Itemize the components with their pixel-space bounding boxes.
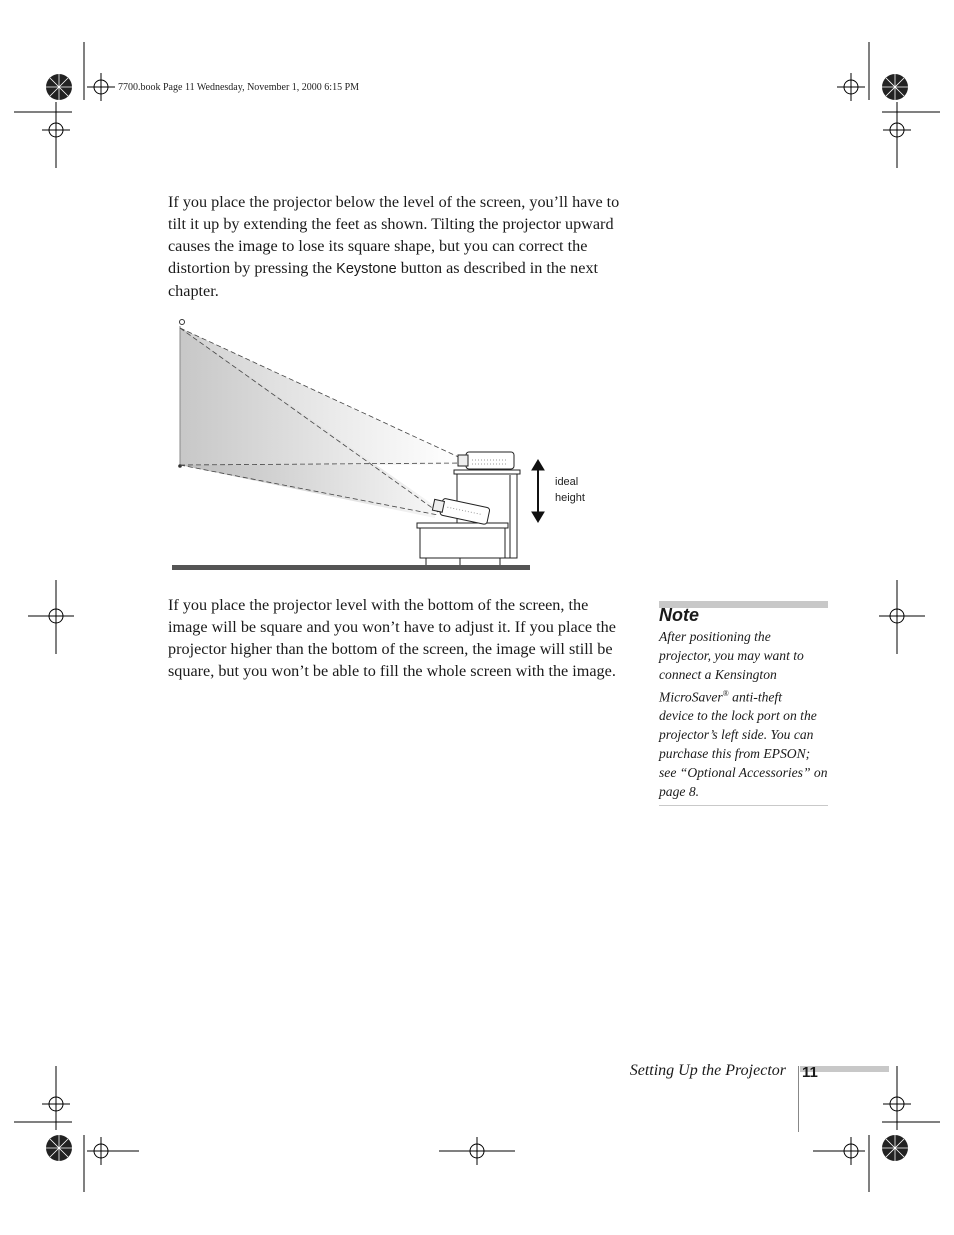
note-line-4a: MicroSaver: [659, 689, 723, 705]
note-line-2: projector, you may want to: [659, 647, 804, 663]
note-divider: [659, 805, 828, 806]
ideal-label: ideal: [555, 476, 579, 488]
para2-line-1: If you place the projector level with the bottom of the screen, the: [168, 596, 589, 614]
intro-paragraph: [168, 191, 633, 302]
short-table: [420, 528, 505, 558]
note-line-3: connect a Kensington: [659, 666, 777, 682]
note-line-5: device to the lock port on the: [659, 708, 817, 724]
para2-line-4: square, but you won’t be able to fill the whole screen with the image.: [168, 662, 616, 680]
para1-line-2: tilt it up by extending the feet as shown. Tilting the projector upward: [168, 215, 614, 233]
note-line-7: purchase this from EPSON;: [659, 745, 811, 761]
note-line-1: After positioning the: [659, 629, 771, 644]
footer-divider: [798, 1066, 799, 1132]
ideal-height-arrow: [532, 460, 544, 522]
note-title: Note: [659, 605, 699, 625]
page-slug: 7700.book Page 11 Wednesday, November 1, 2000 6:15 PM: [118, 82, 360, 93]
height-label: height: [555, 492, 585, 504]
para2-line-2: image will be square and you won’t have to adjust it. If you place the: [168, 618, 616, 636]
running-footer-title: Setting Up the Projector: [629, 1062, 786, 1079]
para1-line-5: chapter.: [168, 282, 219, 300]
note-line-8: see “Optional Accessories” on: [659, 764, 828, 780]
note-line-4: [659, 685, 831, 707]
note-line-9: page 8.: [659, 783, 700, 799]
note-line-4b: anti-theft: [728, 689, 782, 705]
level-paragraph: [168, 594, 633, 682]
para2-line-3: projector higher than the bottom of the screen, the image will still be: [168, 640, 613, 658]
page-number: 11: [802, 1064, 818, 1081]
note-line-6: projector’s left side. You can: [659, 727, 814, 743]
note-body: [659, 628, 831, 802]
projector-height-diagram: [160, 310, 600, 580]
para1-line-4: [168, 257, 633, 280]
registered-mark: ®: [722, 688, 729, 698]
para1-line-4a: distortion by pressing the: [168, 259, 337, 277]
para1-line-3: causes the image to lose its square shape, but you can correct the: [168, 237, 588, 255]
floor: [172, 565, 530, 570]
para1-line-1: If you place the projector below the level of the screen, you’ll have to: [168, 193, 620, 211]
level-beam: [180, 328, 460, 465]
para1-line-4b: button as described in the next: [396, 259, 599, 277]
level-projector: [458, 452, 514, 469]
keystone-term: Keystone: [336, 261, 397, 277]
